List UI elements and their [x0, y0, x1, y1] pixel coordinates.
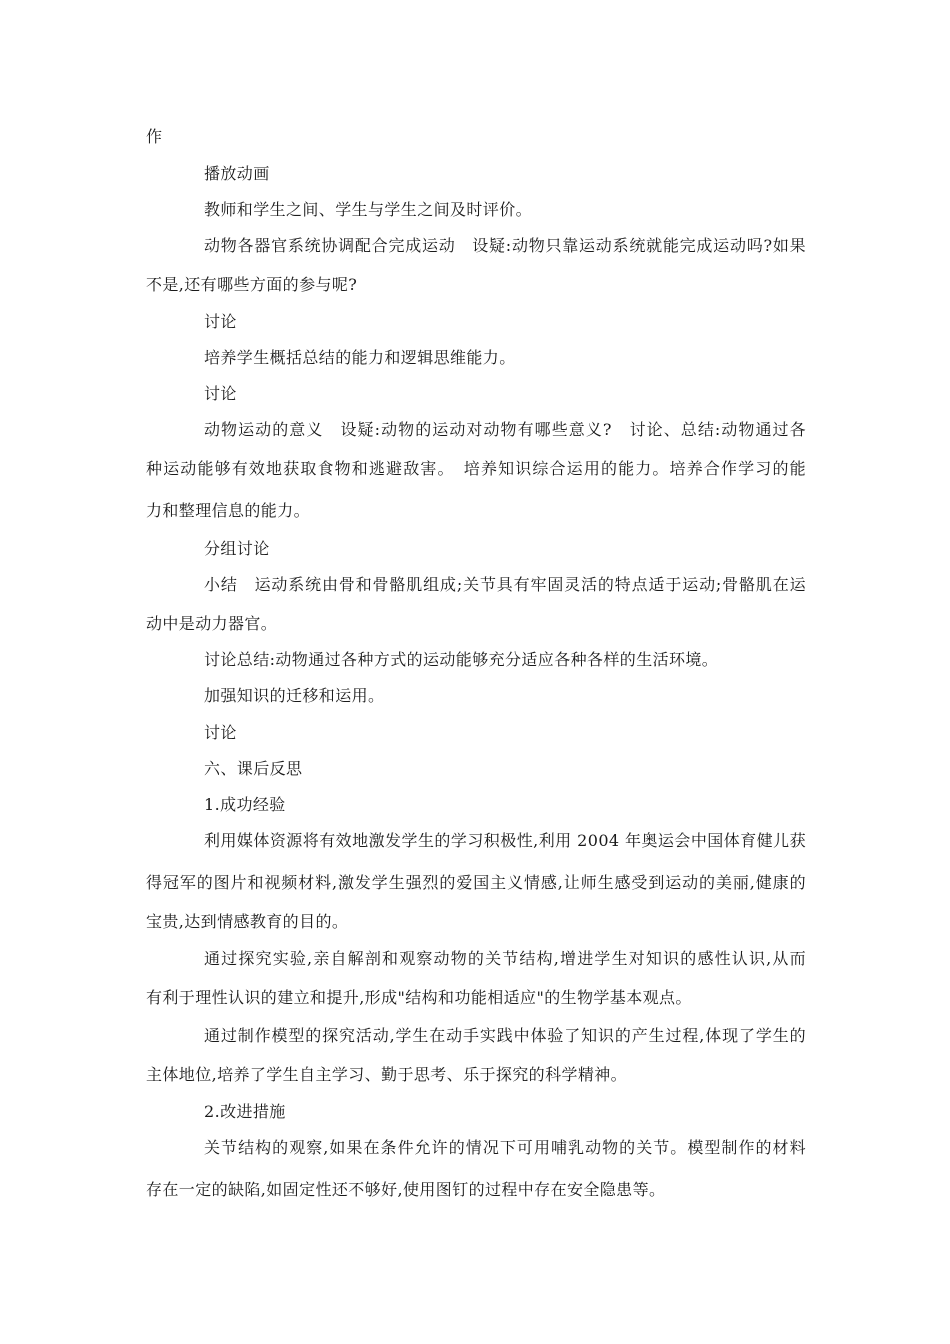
text-line: 动物运动的意义 设疑:动物的运动对动物有哪些意义? 讨论、总结:动物通过各 [204, 420, 806, 439]
text-line: 培养学生概括总结的能力和逻辑思维能力。 [204, 348, 516, 367]
text-line: 分组讨论 [204, 539, 270, 558]
text-line: 主体地位,培养了学生自主学习、勤于思考、乐于探究的科学精神。 [146, 1065, 628, 1084]
text-line: 通过探究实验,亲自解剖和观察动物的关节结构,增进学生对知识的感性认识,从而 [204, 949, 806, 968]
text-line: 播放动画 [204, 164, 270, 183]
section-heading: 六、课后反思 [204, 759, 303, 778]
text-line: 讨论 [204, 384, 237, 403]
text-line: 讨论 [204, 312, 237, 331]
subsection-heading: 1.成功经验 [204, 795, 286, 814]
text-line: 小结 运动系统由骨和骨骼肌组成;关节具有牢固灵活的特点适于运动;骨骼肌在运 [204, 575, 806, 594]
text-line: 通过制作模型的探究活动,学生在动手实践中体验了知识的产生过程,体现了学生的 [204, 1026, 806, 1045]
text-line: 动物各器官系统协调配合完成运动 设疑:动物只靠运动系统就能完成运动吗?如果 [204, 236, 806, 255]
text-line: 作 [146, 127, 163, 146]
text-line: 存在一定的缺陷,如固定性还不够好,使用图钉的过程中存在安全隐患等。 [146, 1180, 666, 1199]
subsection-heading: 2.改进措施 [204, 1102, 286, 1121]
text-line: 讨论总结:动物通过各种方式的运动能够充分适应各种各样的生活环境。 [204, 650, 719, 669]
text-line: 得冠军的图片和视频材料,激发学生强烈的爱国主义情感,让师生感受到运动的美丽,健康的 [146, 873, 806, 892]
text-line: 加强知识的迁移和运用。 [204, 686, 385, 705]
text-line: 力和整理信息的能力。 [146, 501, 311, 520]
text-line: 教师和学生之间、学生与学生之间及时评价。 [204, 200, 533, 219]
text-line: 讨论 [204, 723, 237, 742]
text-line: 有利于理性认识的建立和提升,形成"结构和功能相适应"的生物学基本观点。 [146, 988, 692, 1007]
text-line: 不是,还有哪些方面的参与呢? [146, 275, 358, 294]
text-line: 种运动能够有效地获取食物和逃避敌害。 培养知识综合运用的能力。培养合作学习的能 [146, 459, 806, 478]
text-line: 动中是动力器官。 [146, 614, 278, 633]
text-line: 宝贵,达到情感教育的目的。 [146, 912, 349, 931]
text-line: 关节结构的观察,如果在条件允许的情况下可用哺乳动物的关节。模型制作的材料 [204, 1138, 806, 1157]
text-line: 利用媒体资源将有效地激发学生的学习积极性,利用 2004 年奥运会中国体育健儿获 [204, 831, 806, 850]
